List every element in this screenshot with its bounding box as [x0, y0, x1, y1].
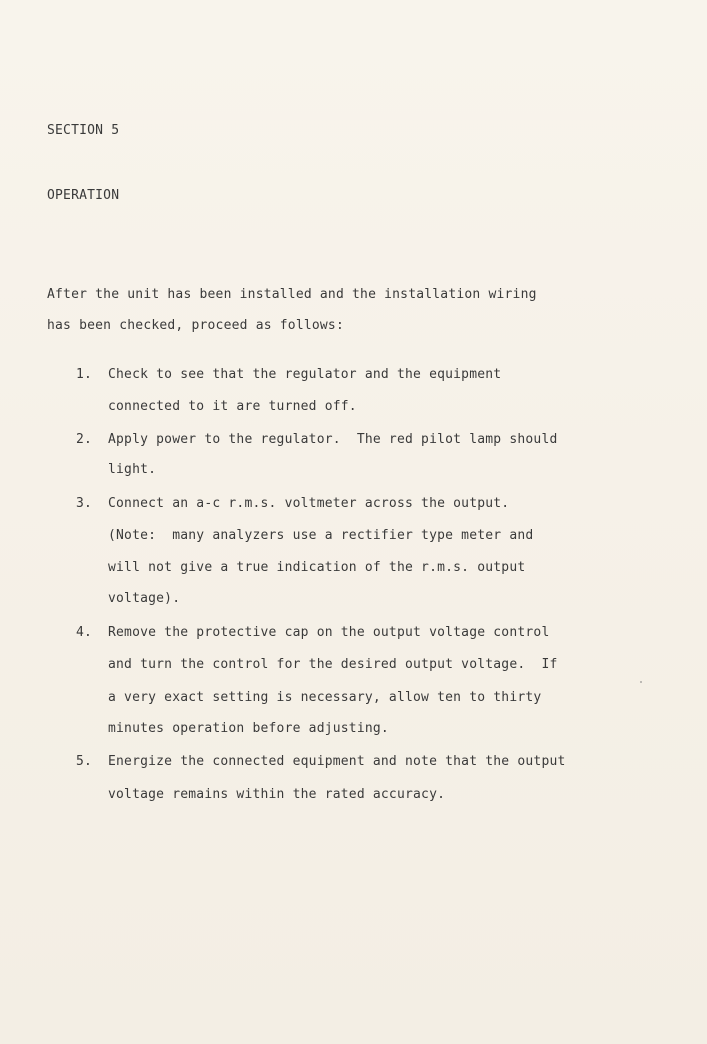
step-number: 2.: [76, 432, 93, 447]
section-title: OPERATION: [47, 188, 120, 203]
step-text-line: Check to see that the regulator and the equipment: [108, 367, 502, 382]
step-text-line: voltage remains within the rated accuracy.: [108, 787, 446, 802]
paper-speck: [640, 681, 642, 683]
step-text-line: and turn the control for the desired output voltage. If: [108, 657, 558, 672]
step-text-line: light.: [108, 462, 157, 477]
section-heading: SECTION 5: [47, 123, 120, 138]
step-text-line: Apply power to the regulator. The red pilot lamp should: [108, 432, 558, 447]
step-number: 5.: [76, 754, 93, 769]
intro-line-2: has been checked, proceed as follows:: [47, 318, 344, 333]
step-text-line: minutes operation before adjusting.: [108, 721, 389, 736]
step-text-line: Remove the protective cap on the output voltage control: [108, 625, 550, 640]
step-text-line: (Note: many analyzers use a rectifier type meter and: [108, 528, 534, 543]
step-text-line: voltage).: [108, 591, 181, 606]
step-text-line: Energize the connected equipment and note that the output: [108, 754, 566, 769]
step-number: 1.: [76, 367, 93, 382]
step-text-line: will not give a true indication of the r.m.s. output: [108, 560, 526, 575]
step-text-line: connected to it are turned off.: [108, 399, 357, 414]
intro-line-1: After the unit has been installed and the installation wiring: [47, 287, 537, 302]
step-number: 4.: [76, 625, 93, 640]
step-text-line: Connect an a-c r.m.s. voltmeter across the output.: [108, 496, 510, 511]
step-text-line: a very exact setting is necessary, allow ten to thirty: [108, 690, 542, 705]
step-number: 3.: [76, 496, 93, 511]
